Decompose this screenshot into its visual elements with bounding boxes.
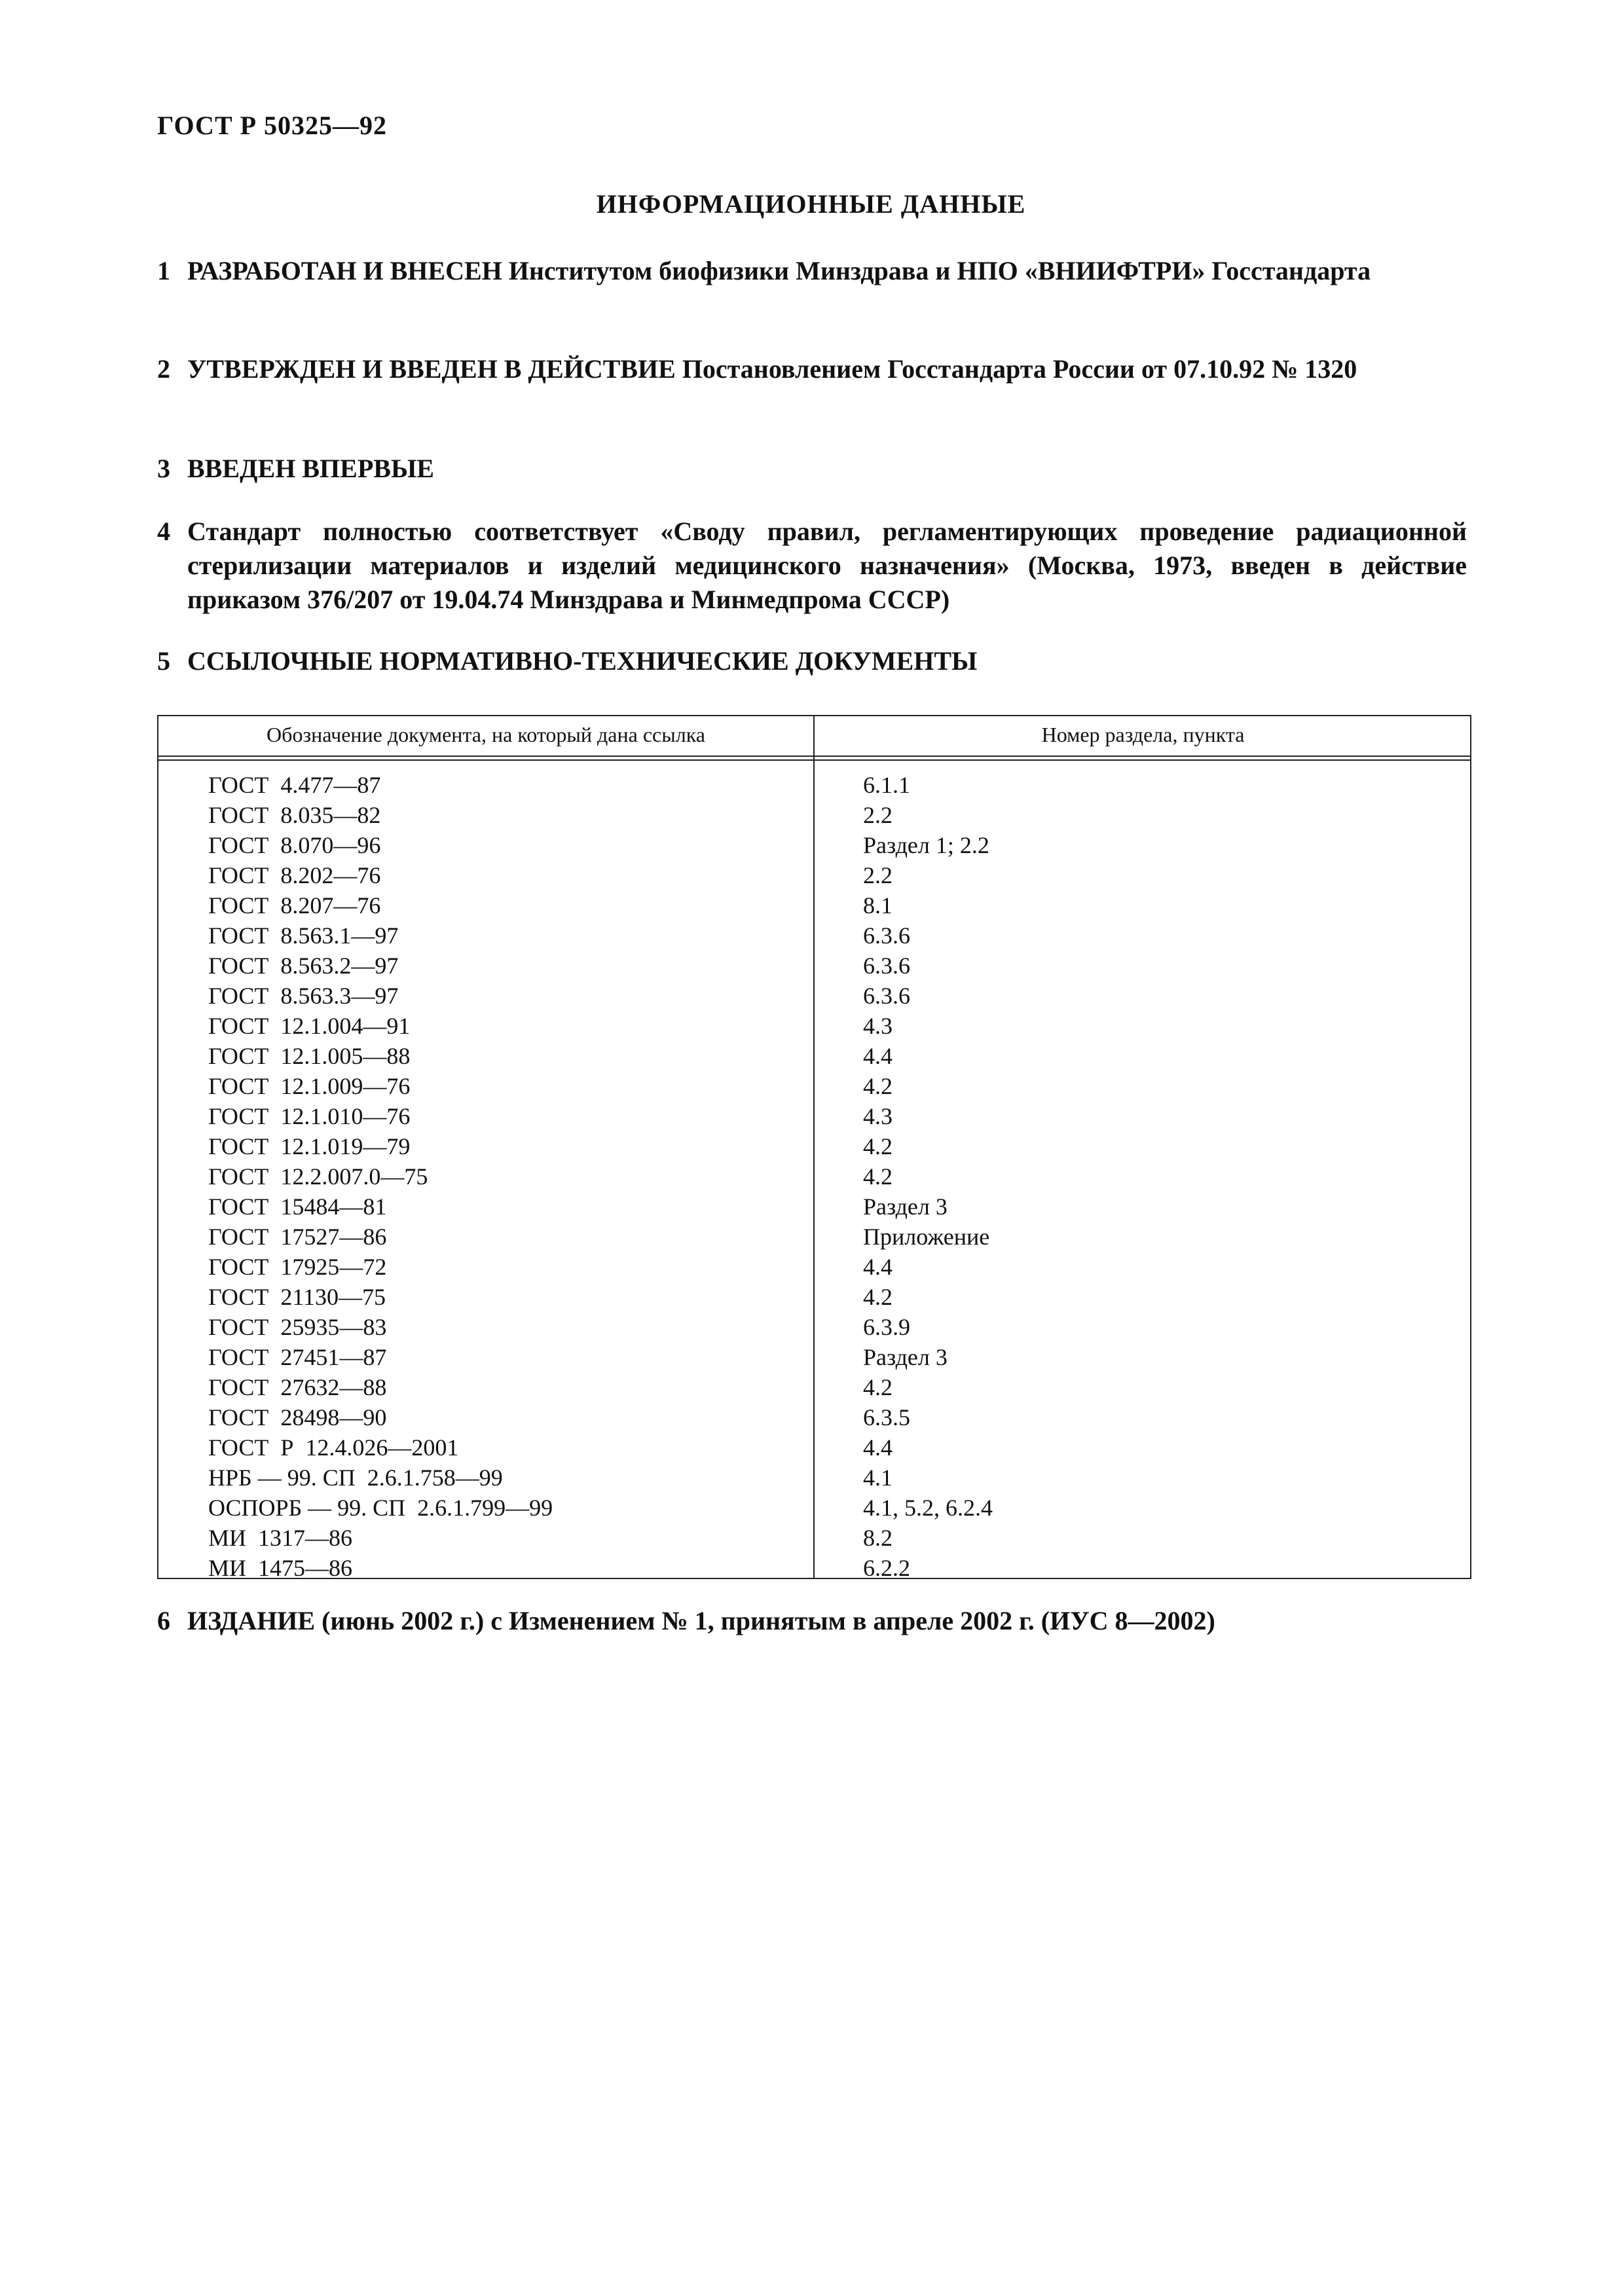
table-row [158, 1432, 1470, 1463]
table-row [158, 890, 1470, 920]
table-row [158, 1523, 1470, 1553]
table-row [158, 1252, 1470, 1282]
info-item-3 [157, 452, 1467, 486]
item-text: ВВЕДЕН ВПЕРВЫЕ [187, 454, 434, 483]
table-row [158, 1282, 1470, 1312]
info-item-1 [157, 254, 1467, 288]
document-cell: ОСПОРБ — 99. СП 2.6.1.799—99 [208, 1495, 553, 1521]
item-number: 5 [157, 646, 170, 676]
section-cell: 4.2 [863, 1073, 893, 1099]
table-row [158, 1192, 1470, 1222]
document-cell: ГОСТ 8.202—76 [208, 862, 381, 888]
table-row [158, 1161, 1470, 1192]
section-cell: 6.2.2 [863, 1555, 910, 1581]
column-header-document: Обозначение документа, на который дана ссылка [267, 723, 705, 746]
section-cell: 4.3 [863, 1013, 893, 1039]
document-cell: МИ 1317—86 [208, 1525, 353, 1551]
document-cell: ГОСТ 17527—86 [208, 1224, 387, 1250]
item-text: УТВЕРЖДЕН И ВВЕДЕН В ДЕЙСТВИЕ Постановлением Госстандарта России от 07.10.92 № 1320 [187, 354, 1357, 384]
section-cell: 4.2 [863, 1284, 893, 1310]
document-code: ГОСТ Р 50325—92 [157, 111, 388, 140]
document-cell: ГОСТ 17925—72 [208, 1254, 387, 1280]
table-row [158, 1101, 1470, 1131]
header-rule [158, 756, 1470, 757]
document-cell: ГОСТ 8.563.1—97 [208, 922, 399, 949]
document-cell: НРБ — 99. СП 2.6.1.758—99 [208, 1465, 503, 1491]
section-cell: 4.4 [863, 1254, 893, 1280]
document-cell: ГОСТ 4.477—87 [208, 772, 381, 798]
document-cell: ГОСТ 8.563.3—97 [208, 983, 399, 1009]
section-cell: 4.1 [863, 1465, 893, 1491]
section-cell: 4.4 [863, 1043, 893, 1069]
item-number: 2 [157, 354, 170, 384]
section-cell: 8.1 [863, 892, 893, 919]
table-row [158, 1342, 1470, 1372]
table-body [158, 770, 1470, 1583]
references-table [157, 715, 1471, 1579]
document-cell: ГОСТ 27632—88 [208, 1374, 387, 1400]
document-cell: ГОСТ 15484—81 [208, 1194, 387, 1220]
section-cell: Раздел 3 [863, 1344, 948, 1370]
document-cell: ГОСТ 25935—83 [208, 1314, 387, 1340]
document-cell: ГОСТ 12.1.005—88 [208, 1043, 411, 1069]
item-text: ССЫЛОЧНЫЕ НОРМАТИВНО-ТЕХНИЧЕСКИЕ ДОКУМЕНТЫ [187, 646, 978, 676]
section-cell: 6.3.6 [863, 953, 910, 979]
section-cell: 6.1.1 [863, 772, 910, 798]
document-cell: ГОСТ 12.1.004—91 [208, 1013, 411, 1039]
table-row [158, 1553, 1470, 1583]
section-cell: 6.3.5 [863, 1404, 910, 1430]
document-cell: ГОСТ 12.1.019—79 [208, 1133, 411, 1159]
document-cell: ГОСТ 8.070—96 [208, 832, 381, 858]
document-cell: ГОСТ 21130—75 [208, 1284, 386, 1310]
table-row [158, 1402, 1470, 1432]
table-row [158, 981, 1470, 1011]
table-row [158, 830, 1470, 860]
table-row [158, 1041, 1470, 1071]
item-text: РАЗРАБОТАН И ВНЕСЕН Институтом биофизики Минздрава и НПО «ВНИИФТРИ» Госстандарта [187, 256, 1371, 285]
document-cell: ГОСТ 12.1.010—76 [208, 1103, 411, 1129]
document-cell: МИ 1475—86 [208, 1555, 353, 1581]
item-number: 1 [157, 256, 170, 285]
table-row [158, 1493, 1470, 1523]
page-title: ИНФОРМАЦИОННЫЕ ДАННЫЕ [596, 189, 1026, 219]
section-cell: 4.2 [863, 1163, 893, 1190]
table-row [158, 1011, 1470, 1041]
table-row [158, 920, 1470, 951]
section-cell: Раздел 3 [863, 1194, 948, 1220]
info-item-4 [157, 515, 1467, 617]
info-item-6 [157, 1604, 1467, 1638]
table-row [158, 1372, 1470, 1402]
item-text: ИЗДАНИЕ (июнь 2002 г.) с Изменением № 1, принятым в апреле 2002 г. (ИУС 8—2002) [187, 1606, 1215, 1635]
section-cell: 6.3.6 [863, 983, 910, 1009]
document-cell: ГОСТ 8.207—76 [208, 892, 381, 919]
document-cell: ГОСТ Р 12.4.026—2001 [208, 1434, 459, 1461]
table-row [158, 1463, 1470, 1493]
info-item-5 [157, 644, 1467, 678]
table-row [158, 1071, 1470, 1101]
header-rule [158, 759, 1470, 761]
section-cell: 4.3 [863, 1103, 893, 1129]
table-row [158, 800, 1470, 830]
section-cell: 2.2 [863, 802, 893, 828]
table-row [158, 1222, 1470, 1252]
document-cell: ГОСТ 8.035—82 [208, 802, 381, 828]
table-row [158, 770, 1470, 800]
info-item-2 [157, 352, 1467, 386]
section-cell: 2.2 [863, 862, 893, 888]
item-number: 3 [157, 454, 170, 483]
item-number: 4 [157, 517, 170, 546]
section-cell: 4.4 [863, 1434, 893, 1461]
section-cell: 6.3.9 [863, 1314, 910, 1340]
document-cell: ГОСТ 12.2.007.0—75 [208, 1163, 428, 1190]
section-cell: 4.2 [863, 1133, 893, 1159]
section-cell: Приложение [863, 1224, 990, 1250]
document-cell: ГОСТ 12.1.009—76 [208, 1073, 411, 1099]
section-cell: 4.1, 5.2, 6.2.4 [863, 1495, 993, 1521]
item-number: 6 [157, 1606, 170, 1635]
section-cell: 4.2 [863, 1374, 893, 1400]
table-row [158, 860, 1470, 890]
table-row [158, 1131, 1470, 1161]
table-row [158, 951, 1470, 981]
table-row [158, 1312, 1470, 1342]
section-cell: 6.3.6 [863, 922, 910, 949]
document-cell: ГОСТ 28498—90 [208, 1404, 387, 1430]
section-cell: 8.2 [863, 1525, 893, 1551]
document-cell: ГОСТ 8.563.2—97 [208, 953, 399, 979]
section-cell: Раздел 1; 2.2 [863, 832, 989, 858]
item-text: Стандарт полностью соответствует «Своду правил, регламентирующих проведение радиационной стерилизации материалов и изделий медицинского назначения» (Москва, 1973, введен в действие приказом 376/207 от 19.04.74 Минздрава и Минмедпрома СССР) [187, 517, 1467, 614]
document-cell: ГОСТ 27451—87 [208, 1344, 387, 1370]
column-header-section: Номер раздела, пункта [1041, 723, 1245, 746]
